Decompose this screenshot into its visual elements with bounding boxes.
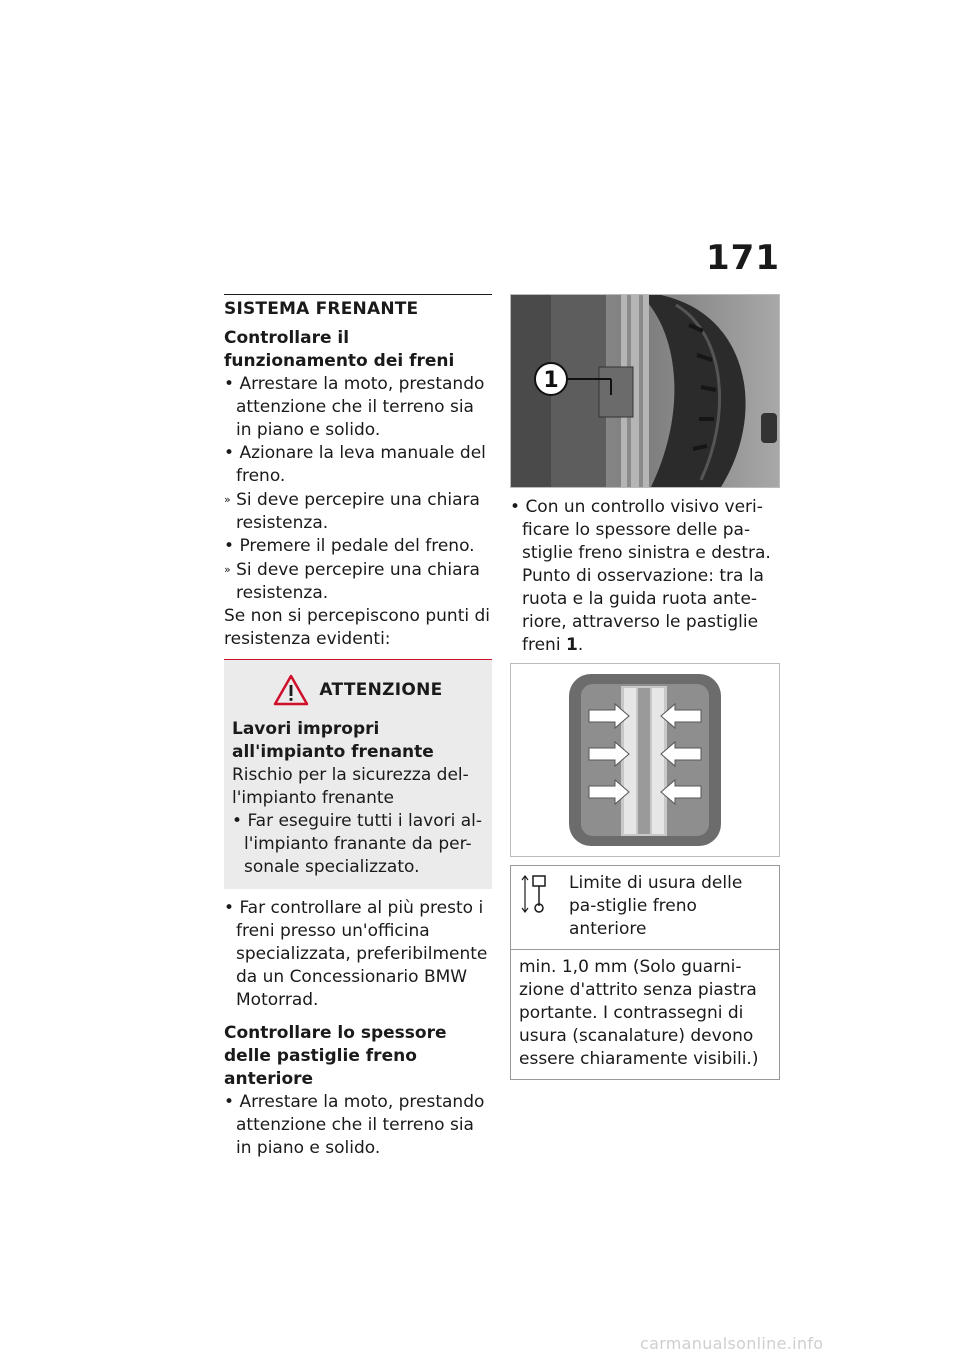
warning-risk: Rischio per la sicurezza del-l'impianto frenante [232,765,469,808]
warning-action-text: Far eseguire tutti i lavori al-l'impianto franante da per-sonale specializzato. [244,811,483,877]
result-arrow-icon: » [224,493,231,506]
spec-box [510,865,780,1080]
visual-check-text: Con un controllo visivo veri-ficare lo spessore delle pa-stiglie freno sinistra e destra. Punto di osservazione: tra la ruota e la guida ruota ante-riore, attraverso le pastiglie freni [522,497,771,655]
wheel-brake-photo [510,294,780,488]
step-text: Azionare la leva manuale del freno. [236,443,486,486]
footer-watermark: carmanualsonline.info [640,1334,824,1353]
result-text: Si deve percepire una chiara resistenza. [236,490,480,533]
step-result [224,488,492,535]
check-pads-bullet: • Arrestare la moto, prestando attenzione che il terreno sia in piano e solido. [224,1092,485,1158]
after-warning-bullet: • Far controllare al più presto i freni presso un'officina specializzata, preferibilmente da un Concessionario BMW Motorrad. [224,898,488,1010]
warning-title: Lavori impropri all'impianto frenante [232,719,434,762]
after-warning-text: Far controllare al più presto i freni presso un'officina specializzata, preferibilmente da un Concessionario BMW Motorrad. [236,898,488,1010]
visual-check-bullet: • Con un controllo visivo veri-ficare lo spessore delle pa-stiglie freno sinistra e destra. Punto di osservazione: tra la ruota e la guida ruota ante-riore, attraverso le pastiglie freni 1. [510,497,771,655]
warning-label: ATTENZIONE [319,680,443,700]
result-arrow-icon: » [224,563,231,576]
step-bullet: • Azionare la leva manuale del freno. [224,443,486,486]
section-title: SISTEMA FRENANTE [224,299,419,319]
step-text: Premere il pedale del freno. [239,536,475,556]
photo-callout: 1 [543,368,559,393]
section-rule [224,294,492,295]
warning-triangle-icon [273,674,309,706]
spec-label: Limite di usura delle pa-stiglie freno anteriore [569,873,743,939]
result-text: Si deve percepire una chiara resistenza. [236,560,480,603]
warning-action: • Far eseguire tutti i lavori al-l'impianto franante da per-sonale specializzato. [232,811,483,877]
warning-box [224,659,492,889]
step-bullet: • Premere il pedale del freno. [224,536,475,556]
spec-header [511,866,779,950]
warning-header [232,674,484,706]
step-text: Arrestare la moto, prestando attenzione che il terreno sia in piano e solido. [236,374,485,440]
check-pads-text: Arrestare la moto, prestando attenzione che il terreno sia in piano e solido. [236,1092,485,1158]
caliper-gauge-icon [519,872,559,916]
left-column [224,294,492,1160]
spec-value: min. 1,0 mm (Solo guarni-zione d'attrito senza piastra portante. I contrassegni di usura (scanalature) devono essere chiaramente visibili.) [519,957,759,1069]
visual-check-ref: 1 [565,635,578,655]
step-bullet: • Arrestare la moto, prestando attenzione che il terreno sia in piano e solido. [224,374,485,440]
page-number: 171 [706,238,780,278]
check-pads-title: Controllare lo spessore delle pastiglie freno anteriore [224,1023,447,1089]
right-column [510,294,780,1080]
brake-pads-photo [510,663,780,857]
check-note: Se non si percepiscono punti di resistenza evidenti: [224,606,491,649]
check-function-title: Controllare il funzionamento dei freni [224,328,455,371]
step-result [224,558,492,605]
visual-check-end: . [577,635,584,655]
